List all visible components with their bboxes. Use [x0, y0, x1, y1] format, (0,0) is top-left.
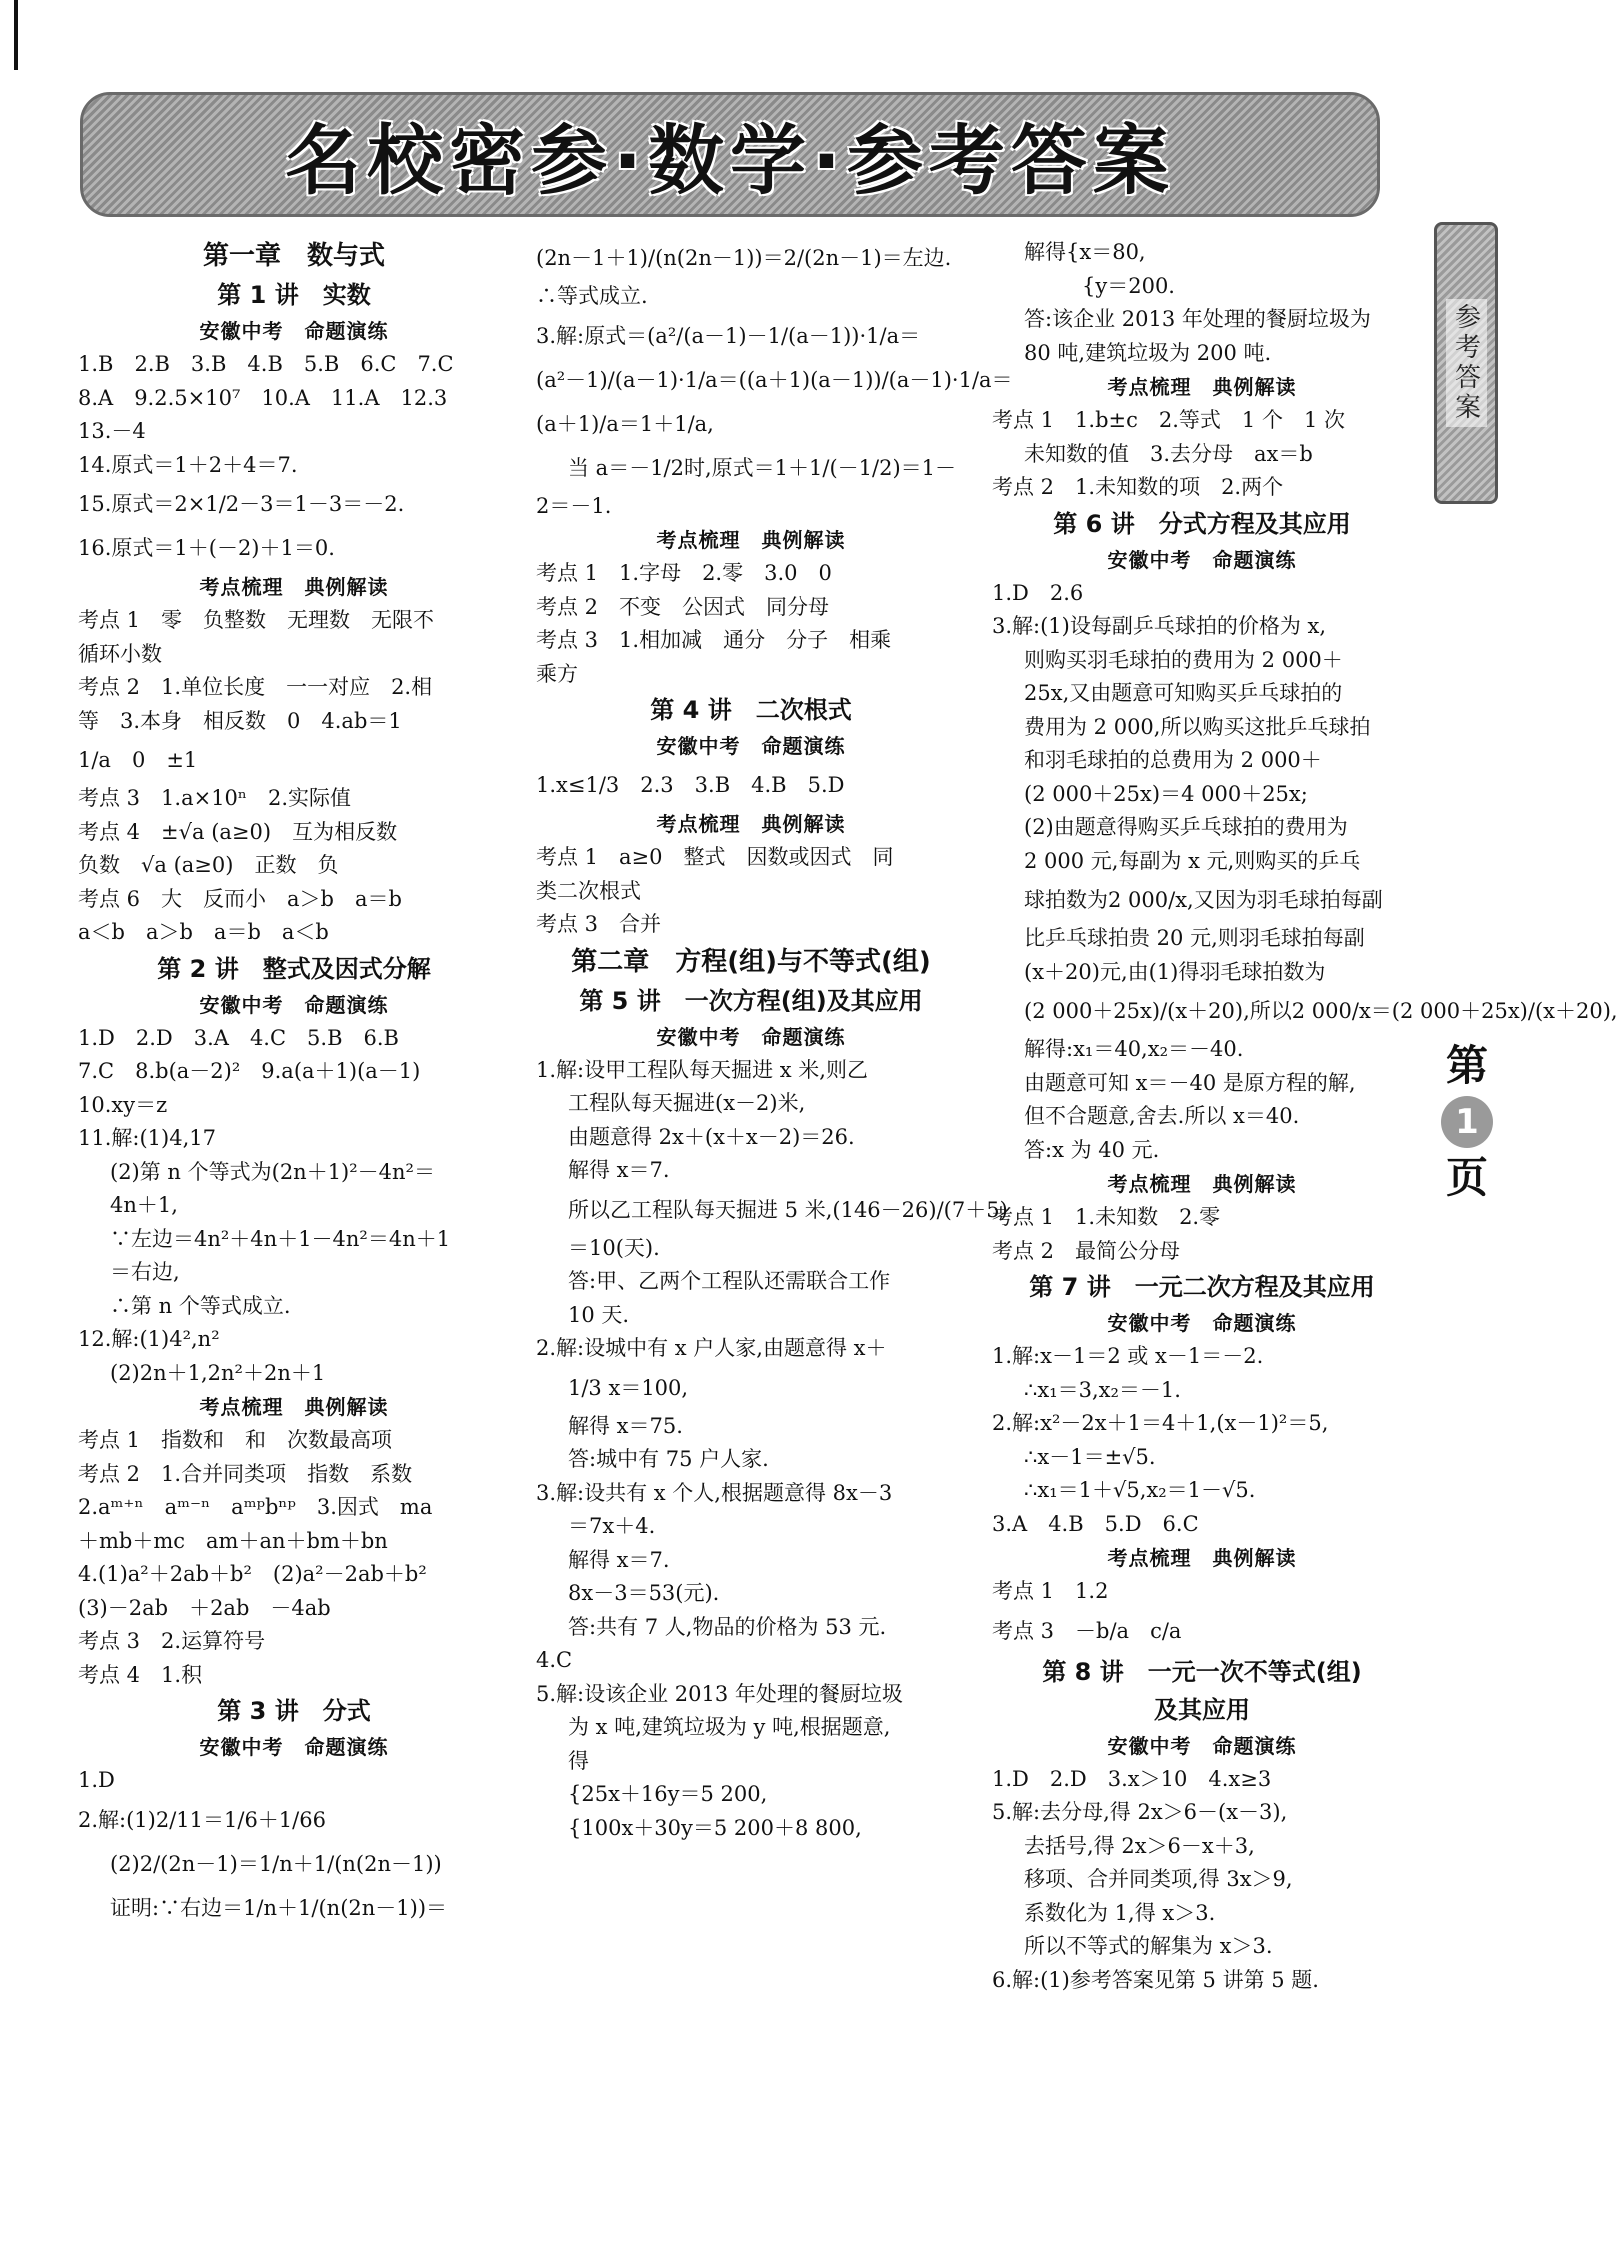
answer-line: 去括号,得 2x＞6－x＋3,	[1024, 1833, 1255, 1858]
answer-line: 由题意可知 x＝－40 是原方程的解,	[1024, 1070, 1356, 1095]
section-heading: 安徽中考 命题演练	[1107, 547, 1297, 572]
answer-line: 12.解:(1)4²,n²	[78, 1327, 220, 1351]
lecture-heading: 第 7 讲 一元二次方程及其应用	[1029, 1273, 1375, 1301]
answer-column-3	[992, 236, 1618, 1997]
side-tab-label: 参考答案	[1446, 299, 1487, 427]
lecture-heading: 及其应用	[1154, 1695, 1250, 1724]
answer-line: ＝右边,	[110, 1260, 180, 1284]
answer-line: 10 天.	[568, 1302, 630, 1327]
answer-line: 答:甲、乙两个工程队还需联合工作	[568, 1269, 891, 1293]
answer-line: ∴x－1＝±√5.	[1024, 1444, 1156, 1469]
answer-line: 比乒乓球拍贵 20 元,则羽毛球拍每副	[1024, 926, 1365, 950]
answer-line: 考点 2 不变 公因式 同分母	[536, 594, 830, 619]
title-banner	[80, 92, 1380, 217]
answer-line: 类二次根式	[536, 878, 641, 903]
answer-line: 15.原式＝2×1/2－3＝1－3＝－2.	[78, 492, 405, 516]
answer-line: 4n＋1,	[110, 1193, 178, 1217]
answer-line: 考点 3 －b/a c/a	[992, 1618, 1182, 1643]
answer-line: 3.解:设共有 x 个人,根据题意得 8x－3	[536, 1480, 893, 1505]
answer-line: 考点 1 1.b±c 2.等式 1 个 1 次	[992, 408, 1345, 432]
answer-line: 8.A 9.2.5×10⁷ 10.A 11.A 12.3	[78, 385, 448, 410]
page-number-marker	[1432, 1040, 1502, 1204]
answer-line: 13.－4	[78, 419, 146, 443]
answer-line: 考点 3 2.运算符号	[78, 1629, 266, 1653]
answer-line: 1/a 0 ±1	[78, 748, 198, 772]
section-heading: 考点梳理 典例解读	[1107, 1172, 1297, 1196]
answer-line: 考点 1 1.2	[992, 1579, 1109, 1603]
answer-line: 证明:∵右边＝1/n＋1/(n(2n－1))＝	[110, 1895, 448, 1920]
answer-line: 1/3 x＝100,	[568, 1375, 689, 1400]
answer-line: 解得 x＝7.	[568, 1547, 670, 1572]
answer-line: 所以乙工程队每天掘进 5 米,(146－26)/(7＋5)	[568, 1197, 1008, 1222]
answer-line: 考点 1 1.未知数 2.零	[992, 1205, 1221, 1229]
answer-line: 解得 x＝7.	[568, 1158, 670, 1182]
answer-line: 7.C 8.b(a－2)² 9.a(a＋1)(a－1)	[78, 1059, 421, 1083]
answer-line: 25x,又由题意可知购买乒乓球拍的	[1024, 681, 1343, 705]
answer-line: 未知数的值 3.去分母 ax＝b	[1024, 441, 1313, 466]
answer-line: (2 000＋25x)/(x＋20),所以2 000/x＝(2 000＋25x)/(x＋20),	[1024, 999, 1618, 1023]
answer-line: 2.解:x²－2x＋1＝4＋1,(x－1)²＝5,	[992, 1411, 1329, 1435]
side-tab	[1434, 222, 1498, 504]
answer-line: 考点 2 1.未知数的项 2.两个	[992, 475, 1284, 499]
answer-line: 5.解:设该企业 2013 年处理的餐厨垃圾	[536, 1681, 903, 1706]
answer-line: 16.原式＝1＋(－2)＋1＝0.	[78, 536, 335, 560]
answer-line: 考点 2 最简公分母	[992, 1238, 1181, 1263]
answer-line: 答:该企业 2013 年处理的餐厨垃圾为	[1024, 307, 1371, 331]
section-heading: 安徽中考 命题演练	[656, 734, 846, 758]
page-number: 1	[1441, 1096, 1493, 1148]
answer-line: 为 x 吨,建筑垃圾为 y 吨,根据题意,	[568, 1715, 891, 1739]
answer-line: 和羽毛球拍的总费用为 2 000＋	[1024, 748, 1322, 772]
chapter-heading: 第二章 方程(组)与不等式(组)	[571, 946, 931, 977]
section-heading: 考点梳理 典例解读	[1107, 1546, 1297, 1570]
answer-line: 考点 1 1.字母 2.零 3.0 0	[536, 561, 832, 585]
answer-line: 4.C	[536, 1648, 573, 1672]
answer-line: 循环小数	[78, 641, 162, 666]
answer-line: 所以不等式的解集为 x＞3.	[1024, 1934, 1273, 1958]
answer-line: 1.解:设甲工程队每天掘进 x 米,则乙	[536, 1057, 868, 1082]
section-heading: 考点梳理 典例解读	[1107, 375, 1297, 399]
answer-line: (2 000＋25x)＝4 000＋25x;	[1024, 781, 1308, 806]
answer-line: 2 000 元,每副为 x 元,则购买的乒乓	[1024, 848, 1361, 873]
answer-line: 3.A 4.B 5.D 6.C	[992, 1511, 1199, 1536]
lecture-heading: 第 1 讲 实数	[217, 281, 371, 309]
answer-line: ＋mb＋mc am＋an＋bm＋bn	[78, 1528, 388, 1553]
lecture-heading: 第 3 讲 分式	[217, 1697, 371, 1725]
section-heading: 安徽中考 命题演练	[199, 992, 389, 1017]
answer-line: 移项、合并同类项,得 3x＞9,	[1024, 1867, 1293, 1891]
answer-line: ∵左边＝4n²＋4n＋1－4n²＝4n＋1	[110, 1226, 451, 1251]
answer-line: 5.解:去分母,得 2x＞6－(x－3),	[992, 1800, 1288, 1824]
section-heading: 安徽中考 命题演练	[199, 319, 389, 343]
answer-line: 负数 √a (a≥0) 正数 负	[78, 853, 339, 877]
answer-line: 1.解:x－1＝2 或 x－1＝－2.	[992, 1344, 1264, 1368]
answer-line: 考点 2 1.单位长度 一一对应 2.相	[78, 675, 433, 699]
answer-line: 4.(1)a²＋2ab＋b² (2)a²－2ab＋b²	[78, 1562, 427, 1586]
lecture-heading: 第 5 讲 一次方程(组)及其应用	[579, 986, 923, 1015]
answer-line: 8x－3＝53(元).	[568, 1581, 720, 1605]
answer-line: 答:共有 7 人,物品的价格为 53 元.	[568, 1614, 887, 1639]
answer-line: {100x＋30y＝5 200＋8 800,	[568, 1815, 862, 1840]
answer-line: 费用为 2 000,所以购买这批乒乓球拍	[1024, 714, 1371, 739]
answer-line: {25x＋16y＝5 200,	[568, 1782, 768, 1806]
lecture-heading: 第 2 讲 整式及因式分解	[157, 954, 431, 983]
answer-line: 等 3.本身 相反数 0 4.ab＝1	[78, 708, 402, 733]
answer-line: (a＋1)/a＝1＋1/a,	[536, 411, 714, 436]
answer-line: ∴x₁＝1＋√5,x₂＝1－√5.	[1024, 1478, 1256, 1502]
answer-column-2	[536, 236, 1013, 1845]
answer-line: 2.解:(1)2/11＝1/6＋1/66	[78, 1807, 326, 1832]
answer-line: (2)由题意得购买乒乓球拍的费用为	[1024, 815, 1348, 839]
answer-line: 考点 4 1.积	[78, 1662, 203, 1687]
page-label-top: 第	[1445, 1041, 1488, 1090]
answer-line: 考点 6 大 反而小 a＞b a＝b	[78, 886, 402, 911]
answer-line: 工程队每天掘进(x－2)米,	[568, 1091, 806, 1115]
answer-line: 1.B 2.B 3.B 4.B 5.B 6.C 7.C	[78, 352, 454, 376]
banner-title: 名校密参·数学·参考答案	[285, 116, 1175, 205]
answer-line: 14.原式＝1＋2＋4＝7.	[78, 452, 298, 477]
answer-line: 1.D 2.6	[992, 580, 1084, 605]
answer-line: a＜b a＞b a＝b a＜b	[78, 920, 329, 944]
answer-line: 1.D 2.D 3.x＞10 4.x≥3	[992, 1766, 1272, 1791]
page-label-bottom: 页	[1445, 1153, 1488, 1202]
answer-line: ＝10(天).	[568, 1235, 660, 1260]
lecture-heading: 第 6 讲 分式方程及其应用	[1053, 509, 1351, 538]
answer-line: 考点 3 合并	[536, 912, 662, 936]
answer-line: 1.D	[78, 1768, 115, 1792]
answer-line: 答:城中有 75 户人家.	[568, 1447, 769, 1471]
answer-line: 考点 1 零 负整数 无理数 无限不	[78, 608, 435, 632]
answer-line: 则购买羽毛球拍的费用为 2 000＋	[1024, 647, 1343, 672]
answer-line: 2＝－1.	[536, 493, 612, 518]
answer-line: 球拍数为2 000/x,又因为羽毛球拍每副	[1024, 888, 1383, 912]
answer-line: 解得:x₁＝40,x₂＝－40.	[1024, 1037, 1244, 1061]
answer-line: 得	[568, 1748, 589, 1773]
answer-line: 乘方	[536, 661, 578, 686]
answer-line: 由题意得 2x＋(x＋x－2)＝26.	[568, 1124, 855, 1149]
answer-line: (x＋20)元,由(1)得羽毛球拍数为	[1024, 959, 1326, 984]
answer-line: ＝7x＋4.	[568, 1514, 656, 1538]
answer-line: 3.解:原式＝(a²/(a－1)－1/(a－1))·1/a＝	[536, 323, 921, 348]
crop-mark	[14, 0, 18, 70]
answer-line: ∴等式成立.	[536, 284, 648, 308]
answer-line: 考点 1 a≥0 整式 因数或因式 同	[536, 845, 894, 869]
answer-line: 解得 x＝75.	[568, 1413, 683, 1438]
answer-line: ∴x₁＝3,x₂＝－1.	[1024, 1377, 1181, 1402]
lecture-heading: 第 4 讲 二次根式	[650, 696, 852, 724]
section-heading: 安徽中考 命题演练	[1107, 1733, 1297, 1758]
answer-line: (a²－1)/(a－1)·1/a＝((a＋1)(a－1))/(a－1)·1/a＝	[536, 367, 1013, 392]
answer-line: (2)第 n 个等式为(2n＋1)²－4n²＝	[110, 1159, 435, 1184]
answer-line: 考点 2 1.合并同类项 指数 系数	[78, 1461, 413, 1486]
answer-line: 答:x 为 40 元.	[1024, 1137, 1160, 1162]
answer-line: 1.x≤1/3 2.3 3.B 4.B 5.D	[536, 773, 845, 797]
answer-line: 3.解:(1)设每副乒乓球拍的价格为 x,	[992, 614, 1327, 638]
answer-line: (2n－1＋1)/(n(2n－1))＝2/(2n－1)＝左边.	[536, 246, 952, 270]
answer-line: (3)－2ab ＋2ab －4ab	[78, 1595, 331, 1620]
answer-line: 80 吨,建筑垃圾为 200 吨.	[1024, 340, 1272, 365]
answer-line: 但不合题意,舍去.所以 x＝40.	[1024, 1104, 1300, 1128]
answer-line: (2)2n＋1,2n²＋2n＋1	[110, 1360, 326, 1385]
answer-line: ∴第 n 个等式成立.	[110, 1293, 291, 1318]
answer-line: 考点 1 指数和 和 次数最高项	[78, 1428, 393, 1452]
answer-line: 考点 3 1.相加减 通分 分子 相乘	[536, 628, 892, 652]
answer-line: 2.aᵐ⁺ⁿ aᵐ⁻ⁿ aᵐᵖbⁿᵖ 3.因式 ma	[78, 1495, 433, 1519]
answer-line: 考点 3 1.a×10ⁿ 2.实际值	[78, 786, 352, 810]
answer-line: 考点 4 ±√a (a≥0) 互为相反数	[78, 819, 398, 844]
section-heading: 考点梳理 典例解读	[199, 575, 389, 599]
answer-line: 10.xy＝z	[78, 1092, 168, 1117]
answer-line: 当 a＝－1/2时,原式＝1＋1/(－1/2)＝1－	[568, 455, 957, 480]
section-heading: 考点梳理 典例解读	[656, 812, 846, 836]
answer-line: 1.D 2.D 3.A 4.C 5.B 6.B	[78, 1025, 399, 1050]
section-heading: 考点梳理 典例解读	[656, 528, 846, 552]
chapter-heading: 第一章 数与式	[202, 241, 385, 271]
answer-line: (2)2/(2n－1)＝1/n＋1/(n(2n－1))	[110, 1851, 442, 1876]
lecture-heading: 第 8 讲 一元一次不等式(组)	[1042, 1657, 1362, 1686]
answer-line: 11.解:(1)4,17	[78, 1126, 216, 1150]
answer-line: 2.解:设城中有 x 户人家,由题意得 x＋	[536, 1336, 887, 1360]
section-heading: 考点梳理 典例解读	[199, 1395, 389, 1419]
answer-column-1	[78, 236, 510, 1930]
answer-line: 解得{x＝80,	[1024, 240, 1146, 264]
section-heading: 安徽中考 命题演练	[656, 1024, 846, 1049]
section-heading: 安徽中考 命题演练	[1107, 1311, 1297, 1335]
answer-line: {y＝200.	[1040, 273, 1175, 298]
section-heading: 安徽中考 命题演练	[199, 1735, 389, 1759]
answer-line: 系数化为 1,得 x＞3.	[1024, 1900, 1216, 1925]
answer-line: 6.解:(1)参考答案见第 5 讲第 5 题.	[992, 1967, 1319, 1992]
